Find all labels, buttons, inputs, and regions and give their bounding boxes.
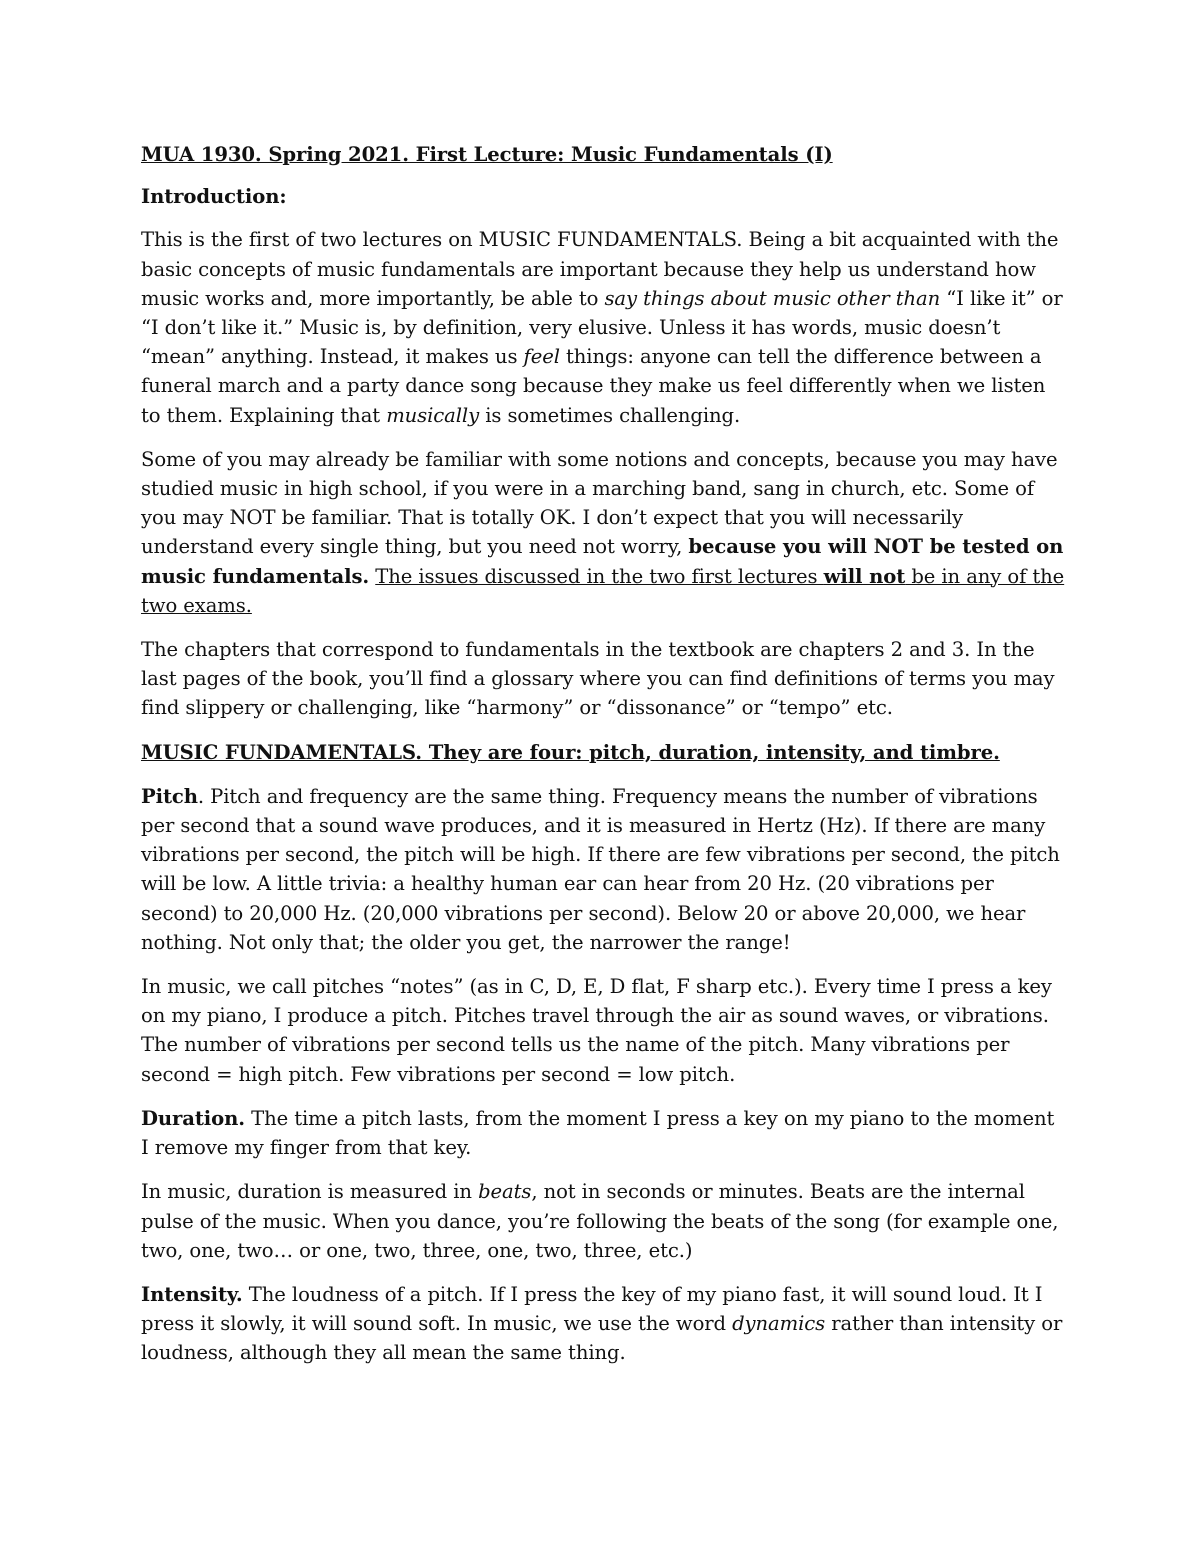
text-run: In music, duration is measured in xyxy=(141,1180,479,1204)
chapters-paragraph: The chapters that correspond to fundamentals in the textbook are chapters 2 and 3. In the last pages of the book, you’ll find a glossary where you can find definitions of terms you may find slippery or challenging, like “harmony” or “dissonance” or “tempo” etc. xyxy=(141,638,1055,720)
italic-run: feel xyxy=(523,345,560,369)
underlined-bold-run: will not xyxy=(823,564,906,588)
text-run: Some of you may already be familiar with some notions and concepts, because you may have studied music in high school, if you were in a marching band, sang in church, etc. Some of you may NOT be familiar. That is totally OK. I don’t expect that you will necessarily understand every single thing, but you need not worry, xyxy=(141,447,1058,559)
intro-paragraph xyxy=(141,225,1066,429)
text-run: The time a pitch lasts, from the moment I press a key on my piano to the moment I remove my finger from that key. xyxy=(141,1106,1055,1160)
familiarity-paragraph xyxy=(141,445,1066,620)
bold-run: because you will NOT be tested on music fundamentals. xyxy=(141,535,1064,588)
italic-run: say things about music other than xyxy=(604,286,941,310)
text-run: , not in seconds or minutes. Beats are the internal pulse of the music. When you dance, you’re following the beats of the song (for example one, two, one, two… or one, two, three, one, two, three, etc.) xyxy=(141,1180,1059,1262)
text-run: This is the first of two lectures on MUSIC FUNDAMENTALS. Being a bit acquainted with the basic concepts of music fundamentals are important because they help us understand how music works and, more importantly, be able to xyxy=(141,228,1059,310)
text-run: rather than intensity or loudness, although they all mean the same thing. xyxy=(141,1312,1063,1365)
text-run: is sometimes challenging. xyxy=(479,403,741,427)
text-run: “I like it” or “I don’t like it.” Music is, by definition, very elusive. Unless it has words, music doesn’t “mean” anything. Instead, it makes us xyxy=(141,286,1063,369)
intensity-paragraph xyxy=(141,1280,1066,1368)
document-page xyxy=(141,140,1066,1383)
text-run: . Pitch and frequency are the same thing. Frequency means the number of vibrations per second that a sound wave produces, and it is measured in Hertz (Hz). If there are many vibrations per second, the pitch will be high. If there are few vibrations per second, the pitch will be low. A little trivia: a healthy human ear can hear from 20 Hz. (20 vibrations per second) to 20,000 Hz. (20,000 vibrations per second). Below 20 or above 20,000, we hear nothing. Not only that; the older you get, the narrower the range! xyxy=(141,784,1060,954)
beats-paragraph xyxy=(141,1177,1066,1265)
introduction-heading: Introduction: xyxy=(141,185,287,209)
duration-label: Duration. xyxy=(141,1106,245,1130)
italic-run: beats xyxy=(478,1180,532,1204)
text-run: things: anyone can tell the difference between a funeral march and a party dance song because they make us feel differently when we listen to them. Explaining that xyxy=(141,345,1046,427)
fundamentals-heading: MUSIC FUNDAMENTALS. They are four: pitch, duration, intensity, and timbre. xyxy=(141,740,1000,764)
underlined-run: The issues discussed in the two first lectures xyxy=(375,564,824,588)
italic-run: musically xyxy=(386,403,480,427)
page-title: MUA 1930. Spring 2021. First Lecture: Music Fundamentals (I) xyxy=(141,143,833,166)
duration-paragraph xyxy=(141,1104,1066,1162)
italic-run: dynamics xyxy=(732,1312,826,1336)
notes-paragraph: In music, we call pitches “notes” (as in C, D, E, D flat, F sharp etc.). Every time I press a key on my piano, I produce a pitch. Pitches travel through the air as sound waves, or vibrations. The number of vibrations per second tells us the name of the pitch. Many vibrations per second = high pitch. Few vibrations per second = low pitch. xyxy=(141,975,1052,1086)
pitch-label: Pitch xyxy=(141,784,198,808)
underlined-run: be in any of the two exams. xyxy=(141,564,1065,617)
intensity-label: Intensity. xyxy=(141,1282,243,1306)
text-run: The loudness of a pitch. If I press the key of my piano fast, it will sound loud. It I press it slowly, it will sound soft. In music, we use the word xyxy=(141,1282,1043,1336)
pitch-paragraph xyxy=(141,782,1066,957)
